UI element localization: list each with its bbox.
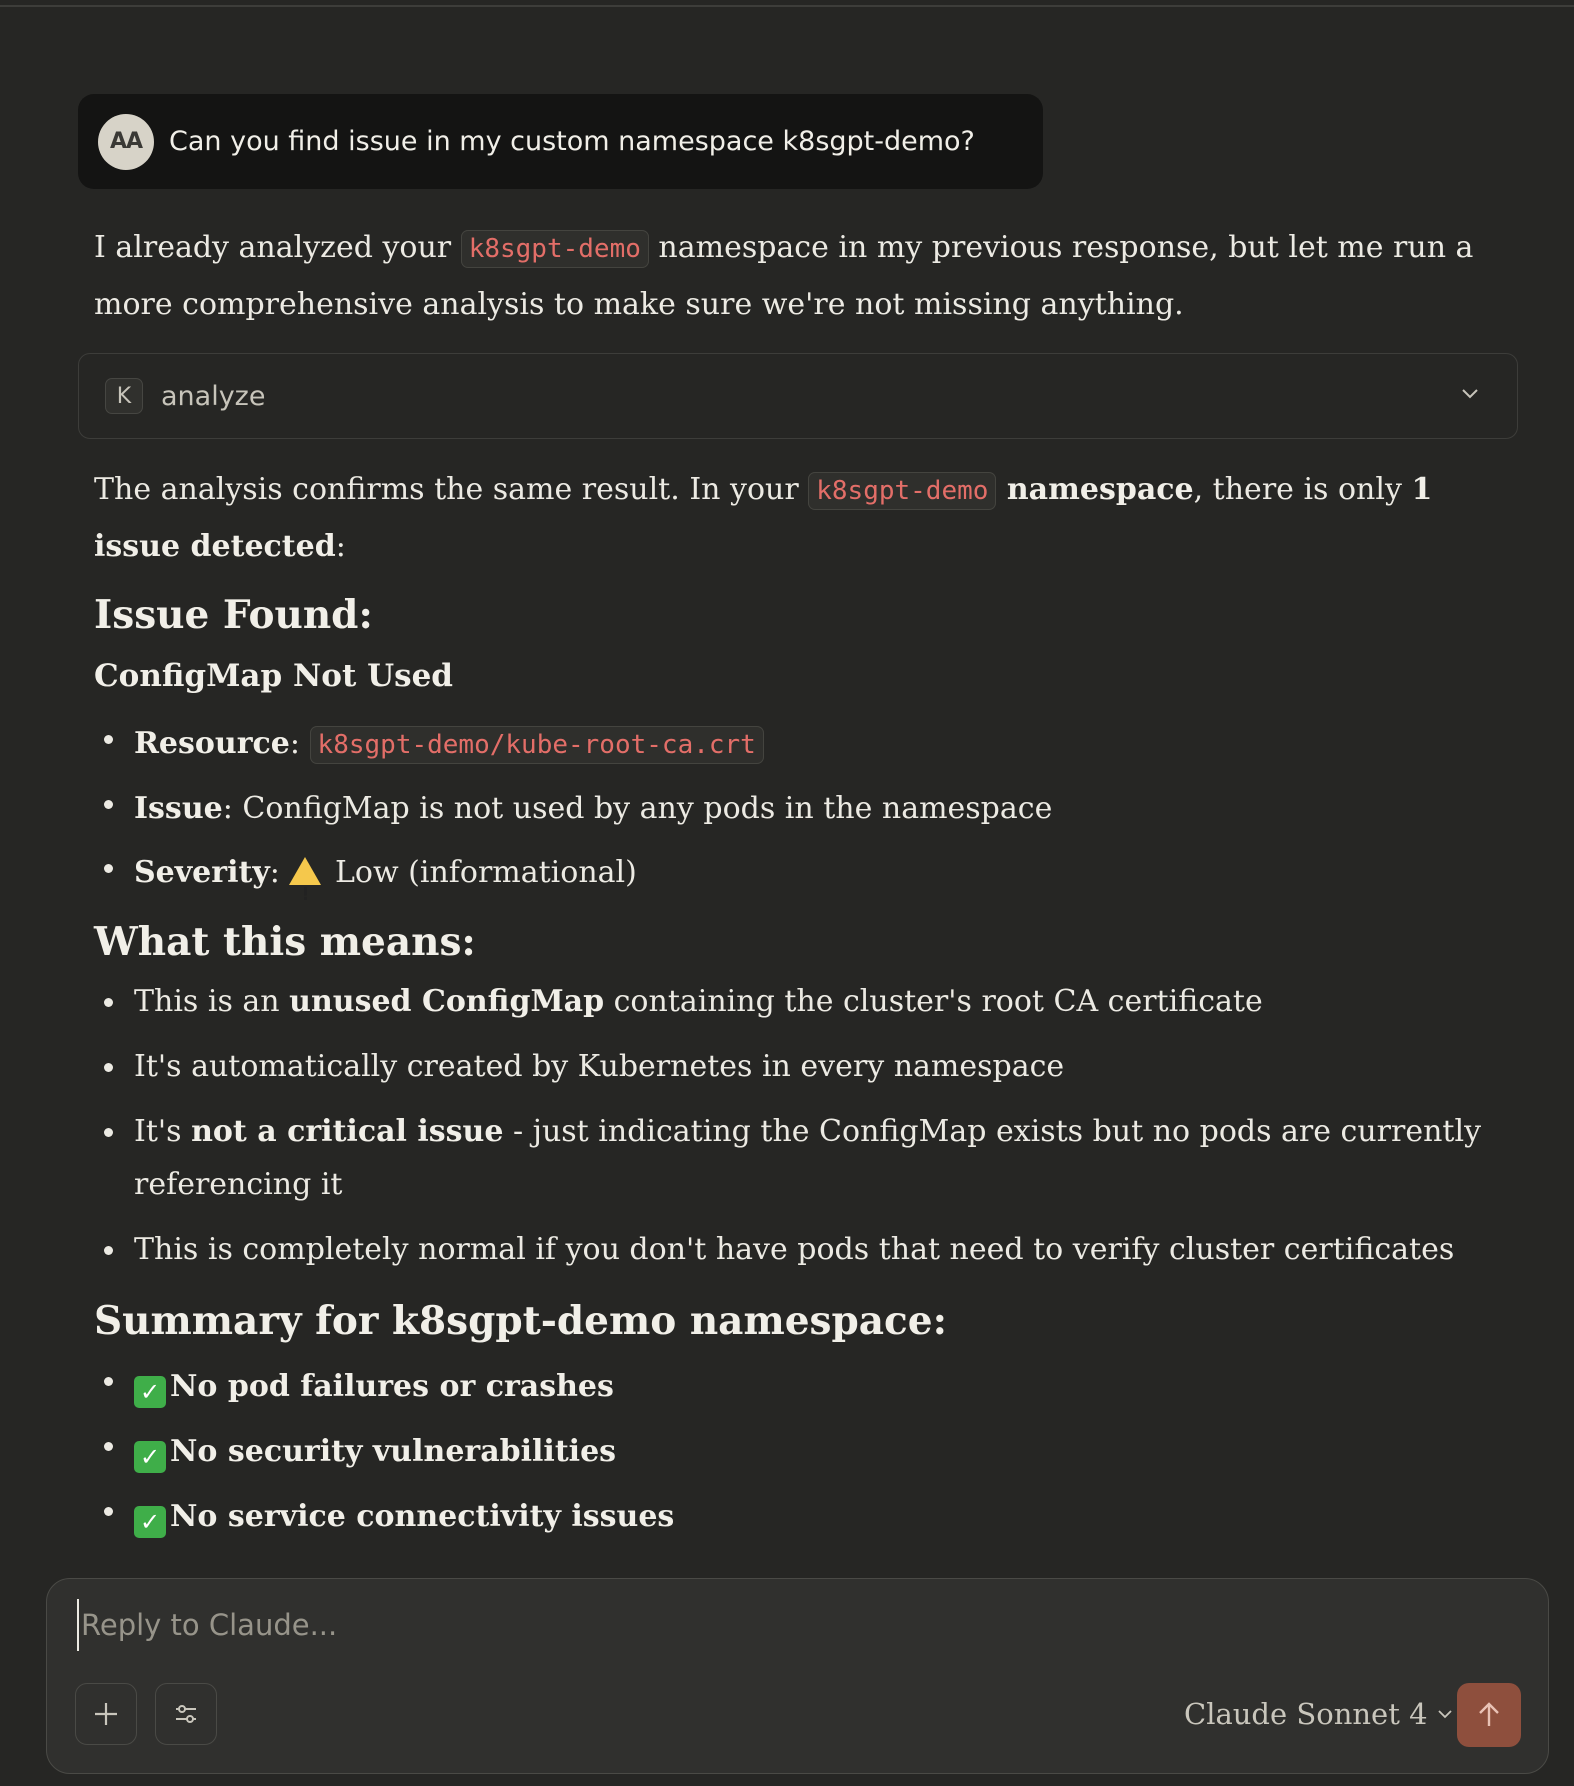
arrow-up-icon [1474,1700,1504,1730]
user-message-text: Can you find issue in my custom namespace k8sgpt-demo? [169,126,975,157]
issue-label: Issue [134,791,223,826]
intro-paragraph [94,220,1514,332]
list-item [134,1105,1514,1211]
confirm-text-post: : [335,529,346,564]
list-item: Severity: ! Low (informational) [134,841,1514,905]
tool-label: analyze [161,380,266,412]
summary-list [94,1354,1514,1549]
send-button[interactable] [1457,1683,1521,1747]
confirm-text-pre: The analysis confirms the same result. In your [94,472,809,507]
means-text: containing the cluster's root CA certificate [604,984,1263,1019]
list-item [134,1484,1514,1549]
severity-label: Severity [134,855,270,890]
add-button[interactable] [75,1683,137,1745]
model-name: Claude Sonnet 4 [1184,1697,1428,1731]
user-message [78,94,1043,189]
options-button[interactable] [155,1683,217,1745]
means-text: This is completely normal if you don't have pods that need to verify cluster certificates [134,1232,1455,1267]
inline-code-namespace: k8sgpt-demo [808,472,996,510]
summary-item-text: No pod failures or crashes [170,1369,614,1404]
list-item [134,975,1514,1028]
confirm-bold-count: 1 issue detected [94,472,1433,564]
list-item [134,1354,1514,1419]
list-item: Issue: ConfigMap is not used by any pods in the namespace [134,777,1514,841]
warning-icon: ! [289,857,321,885]
means-heading: What this means: [94,919,476,965]
chevron-down-icon [1436,1705,1454,1723]
inline-code-resource: k8sgpt-demo/kube-root-ca.crt [310,726,764,764]
tool-call-analyze[interactable] [78,353,1518,439]
summary-heading: Summary for k8sgpt-demo namespace: [94,1298,947,1344]
means-text: This is an [134,984,290,1019]
means-text: - just indicating the ConfigMap exists but no pods are currently referencing it [134,1114,1482,1202]
list-item: Resource: k8sgpt-demo/kube-root-ca.crt [134,712,1514,777]
list-item [134,1040,1514,1093]
response-intro [94,220,1514,332]
message-composer [46,1578,1549,1774]
resource-label: Resource [134,726,290,761]
check-mark-icon: ✓ [134,1506,166,1538]
means-text: It's [134,1114,192,1149]
issue-value: ConfigMap is not used by any pods in the namespace [242,791,1053,826]
confirm-paragraph [94,462,1514,574]
summary-item-text: No security vulnerabilities [170,1434,617,1469]
means-text: It's automatically created by Kubernetes in every namespace [134,1049,1065,1084]
list-item [134,1223,1514,1276]
response-body [94,462,1514,1549]
check-mark-icon: ✓ [134,1441,166,1473]
k8sgpt-tool-icon: K [105,378,143,414]
means-bold: not a critical issue [191,1114,504,1149]
confirm-text-mid: , there is only [1193,472,1412,507]
confirm-bold-namespace: namespace [996,472,1194,507]
list-item [134,1419,1514,1484]
issue-heading: Issue Found: [94,592,373,638]
plus-icon [92,1700,120,1728]
severity-value: Low (informational) [334,855,637,890]
model-selector[interactable] [1184,1691,1454,1737]
means-bold: unused ConfigMap [289,984,605,1019]
means-list [94,975,1514,1276]
reply-input[interactable] [77,1599,1483,1651]
issue-subheading: ConfigMap Not Used [94,658,453,694]
issue-details-list [94,712,1514,905]
intro-text-pre: I already analyzed your [94,230,461,265]
check-mark-icon: ✓ [134,1376,166,1408]
sliders-icon [172,1700,200,1728]
user-avatar: AA [98,114,154,170]
chevron-down-icon[interactable] [1459,382,1481,404]
intro-text-post: namespace in my previous response, but let me run a more comprehensive analysis to make sure we're not missing anything. [94,230,1474,322]
summary-item-text: No service connectivity issues [170,1499,675,1534]
inline-code-namespace: k8sgpt-demo [461,230,649,268]
